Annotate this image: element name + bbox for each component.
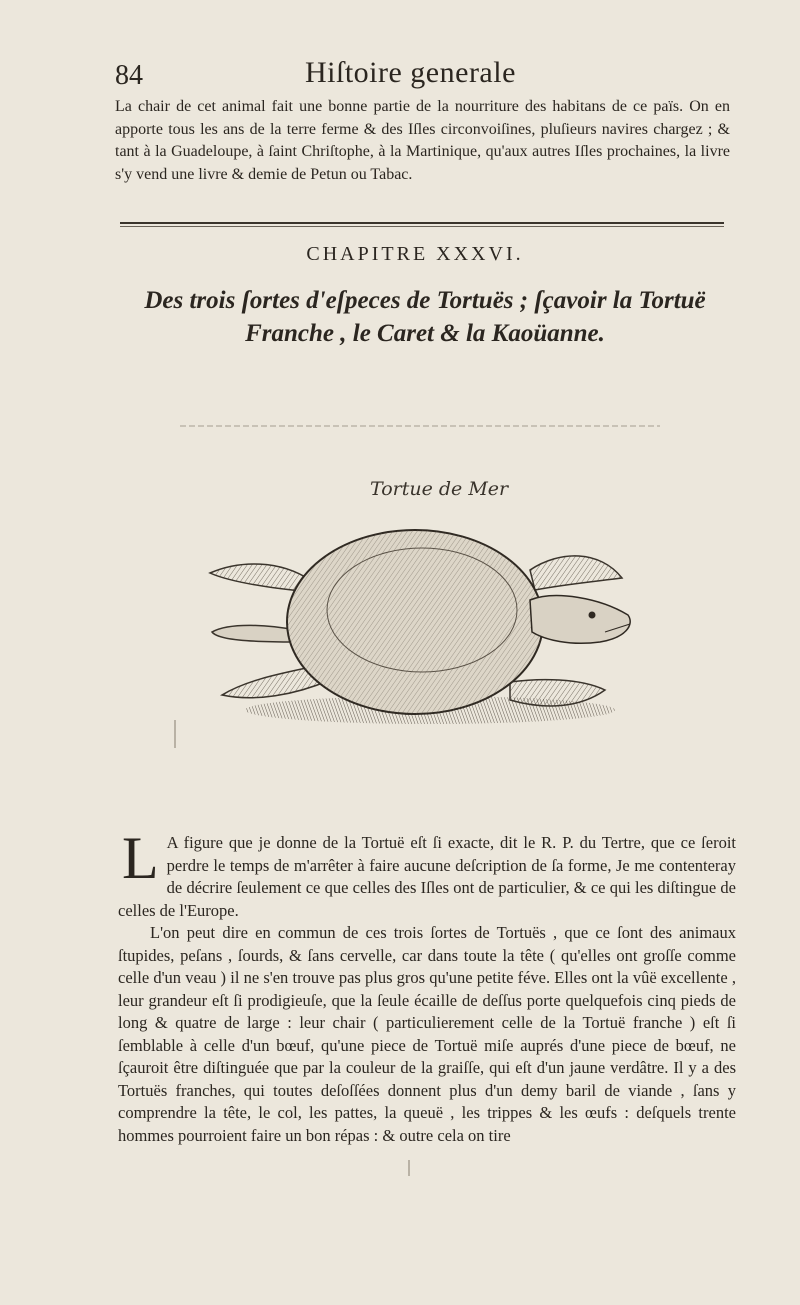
margin-mark bbox=[174, 720, 176, 748]
chapter-subtitle bbox=[100, 284, 750, 350]
body-paragraph-2: L'on peut dire en commun de ces trois ſortes de Tortuës , que ce ſont des animaux ſtupides, peſans , ſourds, & ſans cervelle, car dans toute la tête ( qu'elles ont groſſe comme celle d'un veau ) il ne s'en trouve pas plus gros qu'une petite féve. Elles ont la vûë excellente , leur grandeur eſt ſi prodigieuſe, que la ſeule écaille de deſſus porte quelquefois cinq pieds de long & quatre de large : leur chair ( particulierement celle de la Tortuë franche ) eſt ſi ſemblable à celle d'un bœuf, qu'une piece de Tortuë miſe auprés d'une piece de bœuf, ne ſçauroit être diſtinguée que par la couleur de la graiſſe, qui eſt d'un jaune verdâtre. Il y a des Tortuës franches, qui toutes deſoſſées donnent plus d'un demy baril de viande , ſans y comprendre la tête, le col, les pattes, la queuë , les trippes & les œufs : deſquels trente hommes pourroient faire un bon répas : & outre cela on tire bbox=[118, 923, 736, 1145]
chapter-divider-rule-thin bbox=[120, 226, 724, 227]
chapter-heading: CHAPITRE XXXVI. bbox=[306, 243, 524, 265]
turtle-engraving bbox=[160, 410, 680, 790]
chapter-subtitle-line-1: Des trois ſortes d'eſpeces de Tortuës ; ſçavoir la Tortuë bbox=[144, 287, 706, 314]
running-title: Hiſtoire generale bbox=[305, 56, 516, 89]
margin-mark bbox=[408, 1160, 410, 1176]
chapter-divider-rule bbox=[120, 222, 724, 224]
figure-caption: Tortue de Mer bbox=[370, 478, 509, 500]
chapter-subtitle-line-2: Franche , le Caret & la Kaoüanne. bbox=[245, 320, 605, 347]
body-paragraph-1 bbox=[118, 825, 736, 922]
opening-paragraph-text: La chair de cet animal fait une bonne partie de la nourriture des habitans de ce païs. On en apporte tous les ans de la terre ferme & des Iſles circonvoiſines, pluſieurs navires chargez ; & tant à la Guadeloupe, à ſaint Chriſtophe, à la Martinique, qu'aux autres Iſles prochaines, la livre s'y vend une livre & demie de Petun ou Tabac. bbox=[115, 98, 730, 183]
page-number: 84 bbox=[115, 60, 143, 91]
opening-paragraph bbox=[115, 96, 730, 186]
page-header bbox=[115, 56, 735, 96]
body-paragraph-1-text: A figure que je donne de la Tortuë eſt ſi exacte, dit le R. P. du Tertre, que ce ſeroit perdre le temps de m'arrêter à faire aucune deſcription de ſa forme, Je me contenteray de décrire ſeulement ce que celles des Iſles ont de particulier, & ce qui les diſtingue de celles de l'Europe. bbox=[118, 833, 736, 920]
drop-cap: L bbox=[122, 825, 159, 891]
body-text bbox=[118, 825, 736, 1147]
